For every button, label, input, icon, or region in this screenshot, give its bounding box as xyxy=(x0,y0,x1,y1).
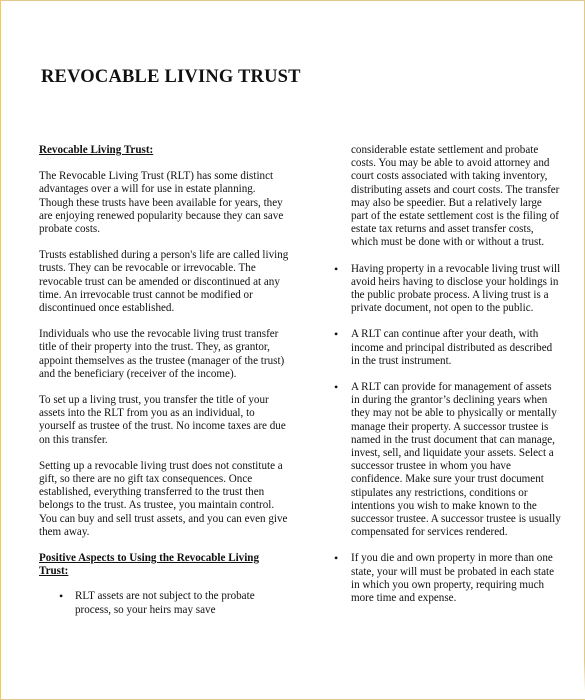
paragraph: To set up a living trust, you transfer the title of your assets into the RLT from you as an individual, to yourself as trustee of the trust. No income taxes are due on this transfer. xyxy=(39,394,286,446)
right-column xyxy=(329,144,561,618)
section-heading: Revocable Living Trust: xyxy=(39,144,154,156)
bullet-text: If you die and own property in more than one state, your will must be probated in each state in which you own property, requiring much more time and expense. xyxy=(351,552,555,605)
bullet-text: RLT assets are not subject to the probate process, so your heirs may save xyxy=(75,590,255,616)
bullet-item xyxy=(329,381,561,539)
bullet-text: Having property in a revocable living trust will avoid heirs having to disclose your holdings in the public probate process. A living trust is a private document, not open to the public. xyxy=(351,262,561,315)
continued-bullet-text: considerable estate settlement and probate costs. You may be able to avoid attorney and court costs associated with taking inventory, distributing assets and court costs. The transfer may also be speedier. But a relatively large part of the estate settlement cost is the filing of estate tax returns and asset transfer costs, which must be done with or without a trust. xyxy=(351,144,560,249)
paragraph: Individuals who use the revocable living trust transfer title of their property into the trust. They, as grantor, appoint themselves as the trustee (manager of the trust) and the beneficiary (receiver of the income). xyxy=(39,328,285,380)
bullet-item xyxy=(39,590,289,616)
left-column xyxy=(39,144,289,630)
bullet-item xyxy=(329,552,561,605)
section-heading: Positive Aspects to Using the Revocable Living Trust: xyxy=(39,552,260,578)
bullet-item xyxy=(329,263,561,316)
bullet-list xyxy=(39,590,289,616)
bullet-icon: • xyxy=(334,551,339,566)
bullet-list xyxy=(329,263,561,606)
document-title: REVOCABLE LIVING TRUST xyxy=(41,67,301,87)
bullet-icon: • xyxy=(59,589,64,604)
paragraph: Setting up a revocable living trust does not constitute a gift, so there are no gift tax consequences. Once established, everything transferred to the trust then belongs to the trust. As trustee, you maintain control. You can buy and sell trust assets, and you can even give them away. xyxy=(39,459,288,538)
paragraph: Trusts established during a person's life are called living trusts. They can be revocable or irrevocable. The revocable trust can be amended or discontinued at any time. An irrevocable trust cannot be modified or discontinued once established. xyxy=(39,249,289,315)
bullet-text: A RLT can provide for management of assets in during the grantor’s declining years when they may not be able to physically or mentally manage their property. A successor trustee is named in the trust document that can manage, invest, sell, and liquidate your assets. Select a successor trustee in whom you have confidence. Make sure your trust document stipulates any restrictions, conditions or intentions you wish to make known to the successor trustee. A successor trustee is usually compensated for services rendered. xyxy=(351,381,561,539)
paragraph: The Revocable Living Trust (RLT) has some distinct advantages over a will for use in estate planning. Though these trusts have been available for years, they are enjoying renewed popularity because they can save probate costs. xyxy=(39,170,284,236)
bullet-icon: • xyxy=(334,261,339,276)
bullet-icon: • xyxy=(334,380,339,395)
page-bottom-fade xyxy=(1,661,585,699)
bullet-icon: • xyxy=(334,327,339,342)
bullet-text: A RLT can continue after your death, with income and principal distributed as described in the trust instrument. xyxy=(351,328,553,367)
bullet-item xyxy=(329,328,561,368)
